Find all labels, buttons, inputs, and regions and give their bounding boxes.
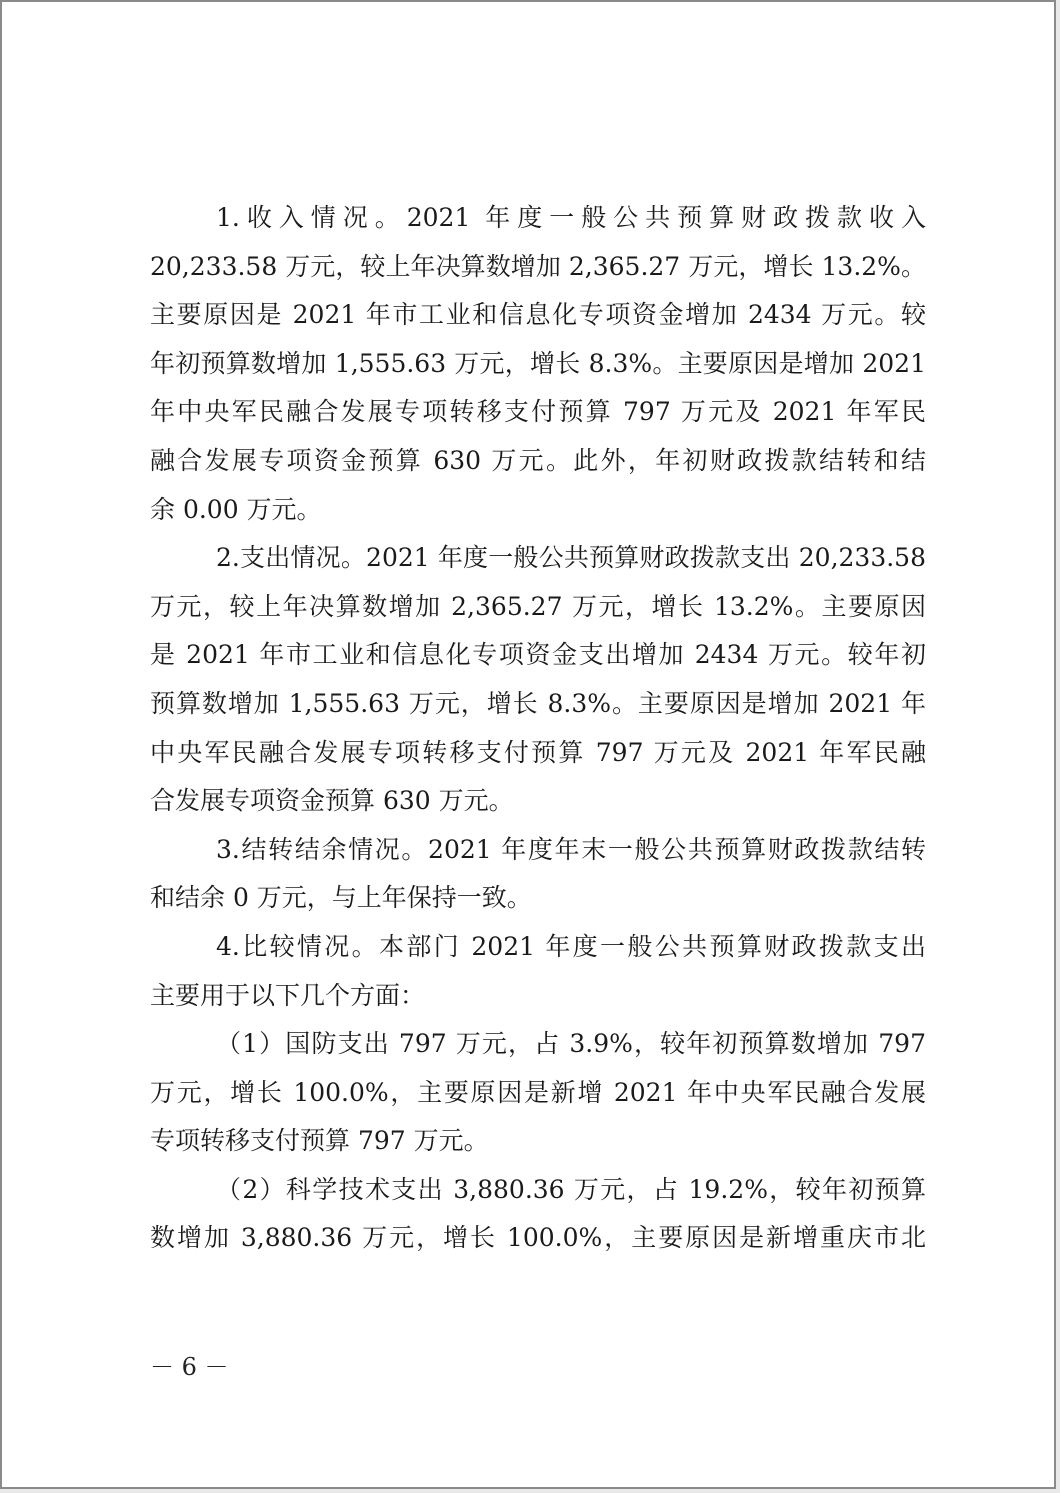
text-line: 万元，较上年决算数增加 2,365.27 万元，增长 13.2%。主要原因 <box>150 591 926 621</box>
text-line: 数增加 3,880.36 万元，增长 100.0%，主要原因是新增重庆市北 <box>150 1223 926 1253</box>
text-line: 1.收入情况。2021 年度一般公共预算财政拨款收入 <box>216 203 926 232</box>
paragraph-defense <box>150 1020 926 1166</box>
text-line: 合发展专项资金预算 630 万元。 <box>150 786 514 816</box>
text-line: 主要用于以下几个方面： <box>150 980 426 1010</box>
paragraph-income <box>150 194 926 534</box>
text-line: 3.结转结余情况。2021 年度年末一般公共预算财政拨款结转 <box>216 834 926 864</box>
text-line: 是 2021 年市工业和信息化专项资金支出增加 2434 万元。较年初 <box>150 640 926 670</box>
text-line: 年初预算数增加 1,555.63 万元，增长 8.3%。主要原因是增加 2021 <box>150 348 926 378</box>
text-line: 预算数增加 1,555.63 万元，增长 8.3%。主要原因是增加 2021 年 <box>150 688 926 718</box>
text-line: 4.比较情况。本部门 2021 年度一般公共预算财政拨款支出 <box>216 931 926 961</box>
text-line: （2）科学技术支出 3,880.36 万元，占 19.2%，较年初预算 <box>216 1174 926 1204</box>
text-line: 专项转移支付预算 797 万元。 <box>150 1126 489 1156</box>
paragraph-science <box>150 1166 926 1263</box>
text-line: （1）国防支出 797 万元，占 3.9%，较年初预算数增加 797 <box>216 1029 926 1059</box>
page-number: － 6 － <box>150 1353 229 1381</box>
text-line: 余 0.00 万元。 <box>150 494 322 524</box>
text-line: 中央军民融合发展专项转移支付预算 797 万元及 2021 年军民融 <box>150 737 926 767</box>
document-body <box>150 194 926 1263</box>
text-line: 万元，增长 100.0%，主要原因是新增 2021 年中央军民融合发展 <box>150 1077 926 1107</box>
text-line: 和结余 0 万元，与上年保持一致。 <box>150 883 532 913</box>
text-line: 融合发展专项资金预算 630 万元。此外，年初财政拨款结转和结 <box>150 445 926 475</box>
text-line: 20,233.58 万元，较上年决算数增加 2,365.27 万元，增长 13.2%。 <box>150 251 926 281</box>
paragraph-comparison <box>150 923 926 1020</box>
text-line: 2.支出情况。2021 年度一般公共预算财政拨款支出 20,233.58 <box>216 543 926 573</box>
text-line: 主要原因是 2021 年市工业和信息化专项资金增加 2434 万元。较 <box>150 300 926 330</box>
text-line: 年中央军民融合发展专项转移支付预算 797 万元及 2021 年军民 <box>150 397 926 427</box>
paragraph-carryover <box>150 826 926 923</box>
paragraph-expenditure <box>150 534 926 826</box>
